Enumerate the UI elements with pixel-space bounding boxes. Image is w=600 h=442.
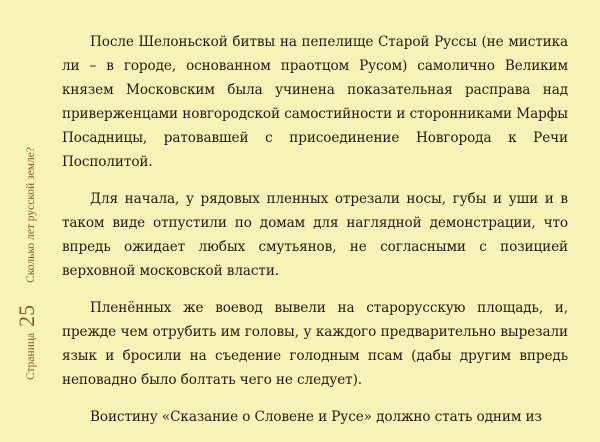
side-caption	[0, 0, 39, 423]
book-title: Сколько лет русской земле?	[25, 147, 37, 283]
paragraph-4: Воистину «Сказание о Словене и Русе» должно стать одним из	[90, 409, 542, 425]
paragraph-3: Пленённых же воевод вывели на старорусскую площадь, и, прежде чем отрубить им головы, у каждого предварительно вырезали язык и бросили на съедение голодным псам (дабы другим впредь неповадно было болтать чего не следует).	[62, 300, 568, 388]
paragraph-2: Для начала, у рядовых пленных отрезали носы, губы и уши и в таком виде отпустили по домам для наглядной демонстрации, что впредь ожидает любых смутьянов, не согласными с позицией верховной московской власти.	[62, 191, 568, 279]
paragraph-1: После Шелоньской битвы на пепелище Старой Руссы (не мистика ли – в городе, основанном праотцом Русом) самолично Великим князем Московским была учинена показательная расправа над приверженцами новгородской самостийности и сторонниками Марфы Посадницы, ратовавшей с присоединение Новгорода к Речи Посполитой.	[62, 34, 568, 170]
page-label: Страница	[25, 332, 37, 380]
side-caption-text	[14, 147, 40, 380]
page-body	[62, 30, 568, 442]
page-number: 25	[14, 304, 39, 327]
